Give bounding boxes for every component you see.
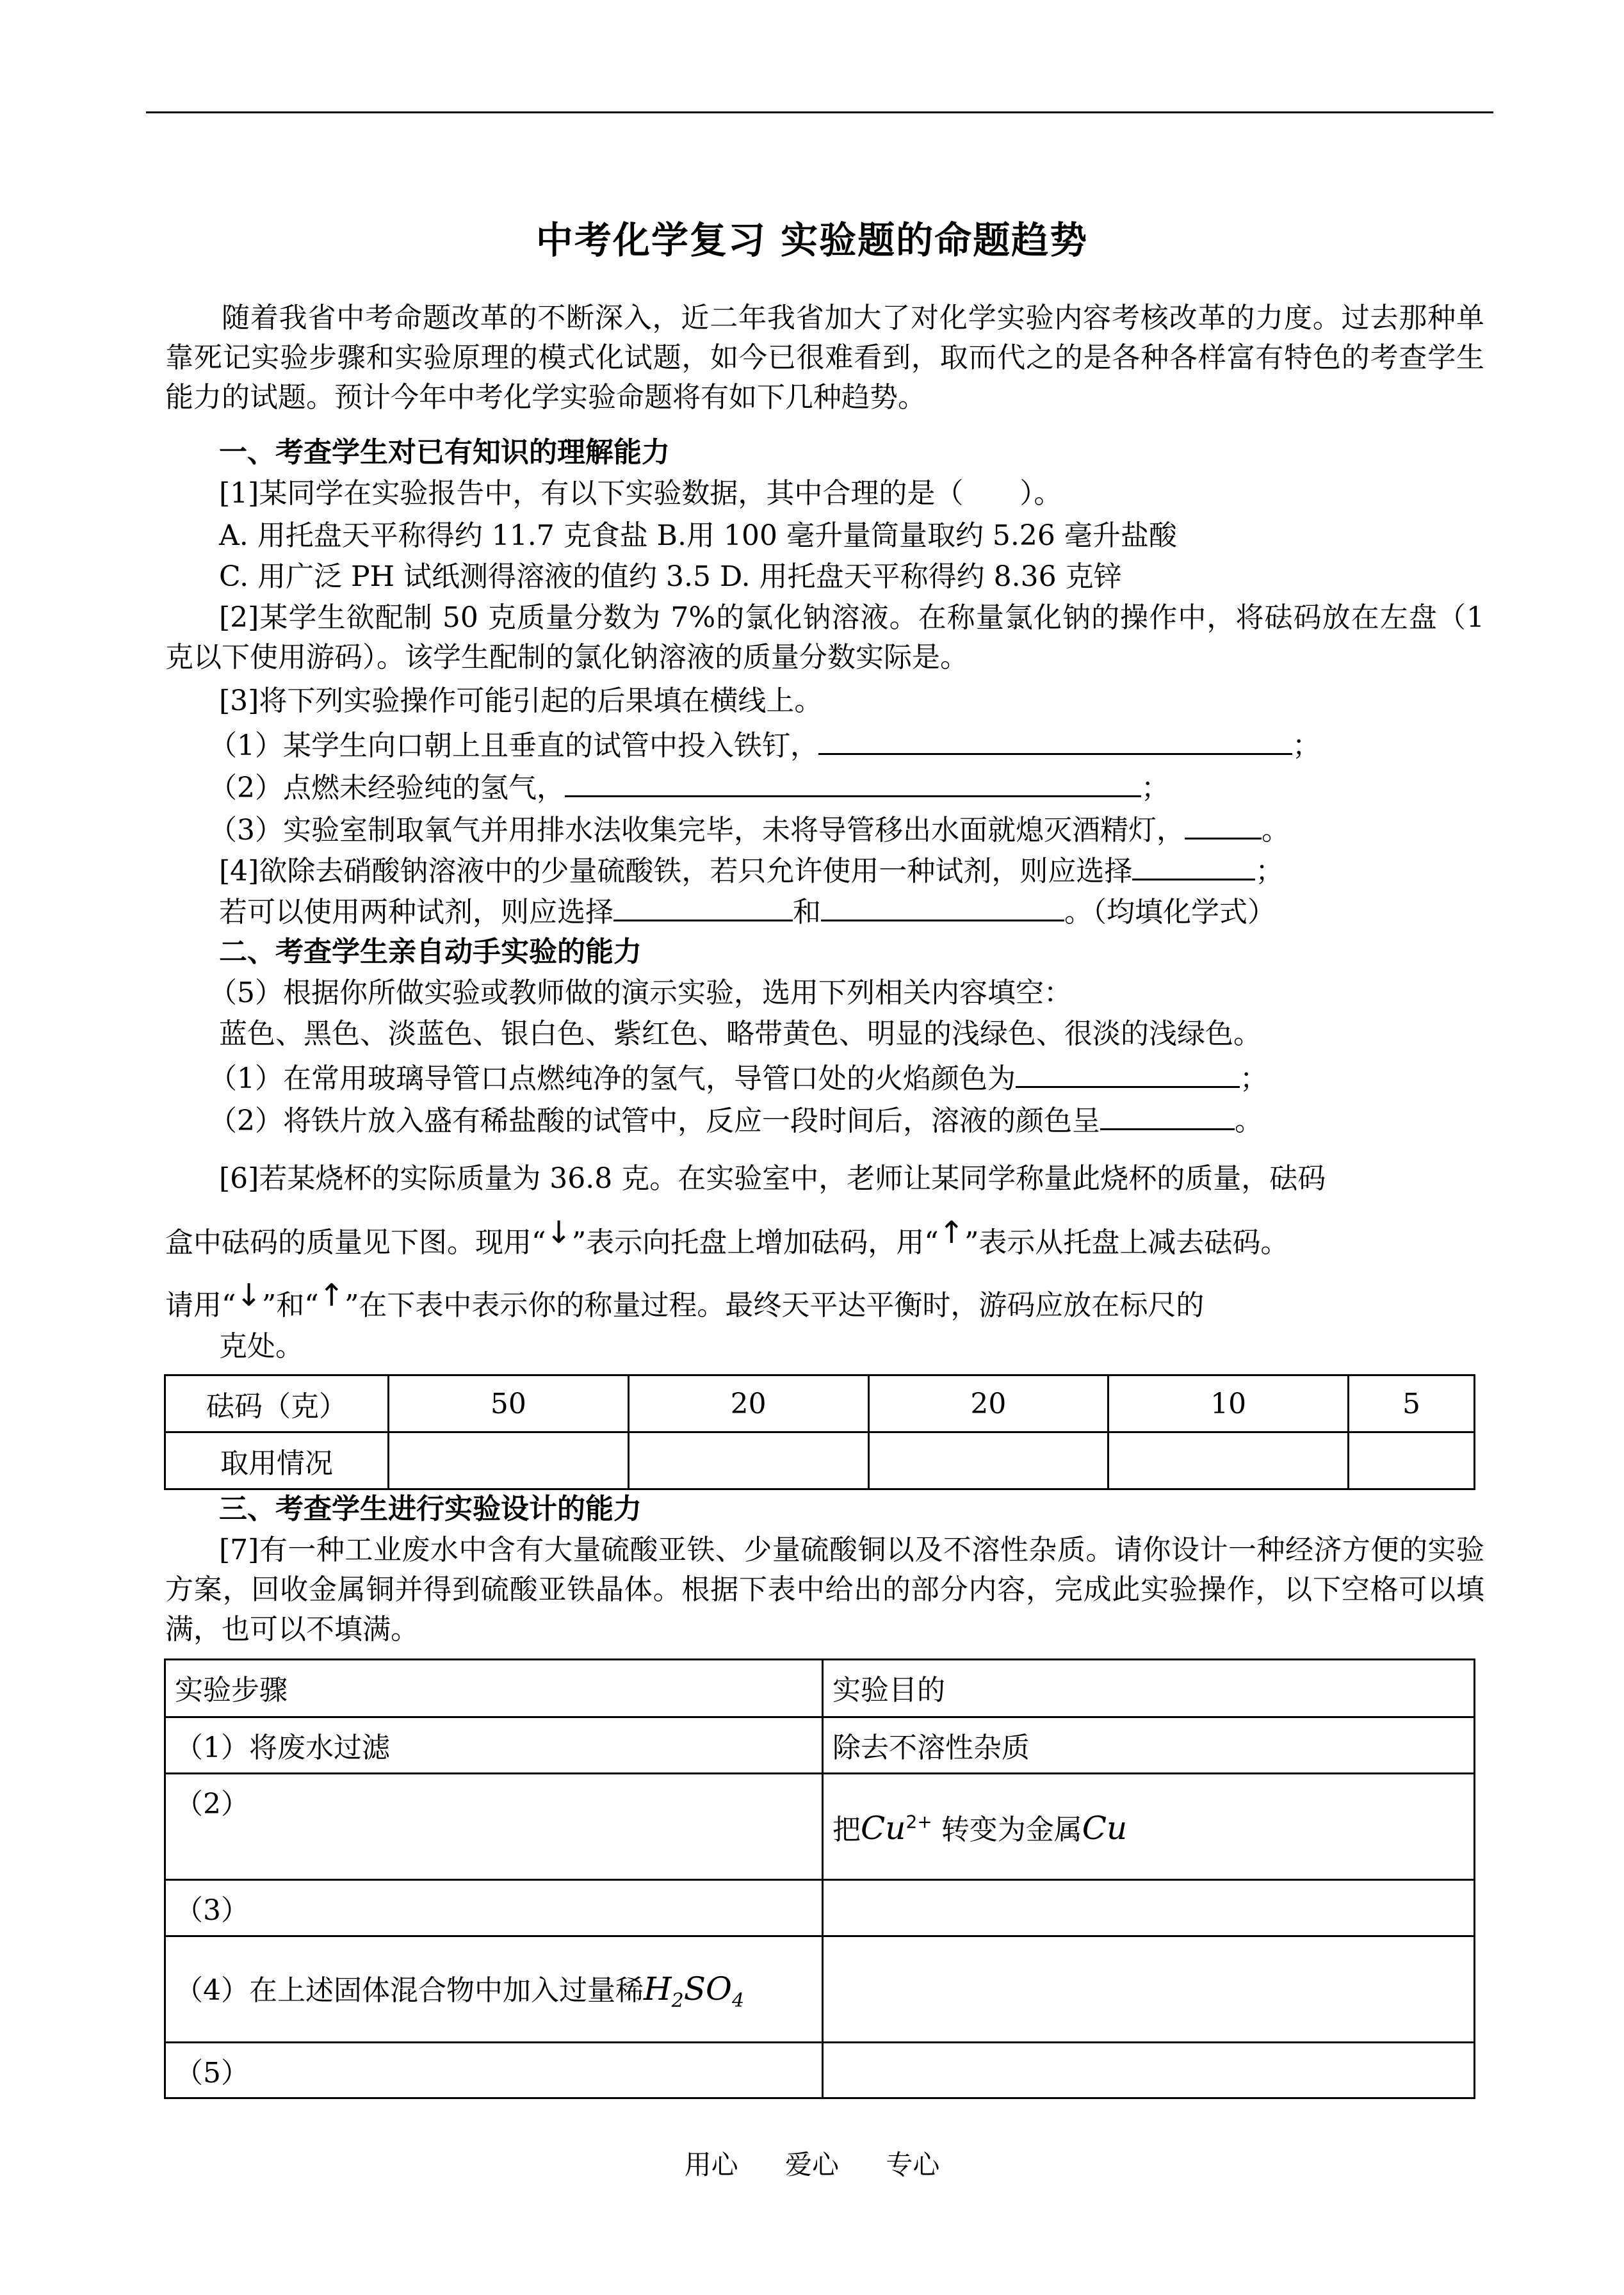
table-cell: （3） xyxy=(165,1880,823,1936)
copper-ion-formula xyxy=(861,1810,932,1847)
column-header: 实验步骤 xyxy=(165,1660,823,1717)
answer-blank[interactable] xyxy=(1016,1057,1240,1088)
table-cell: 砝码（克） xyxy=(165,1375,389,1432)
purpose-text: 把 xyxy=(832,1813,861,1846)
formula-sub-2: 2 xyxy=(671,1989,684,2012)
q6-text-f: ”在下表中表示你的称量过程。最终天平达平衡时，游码应放在标尺的 xyxy=(344,1289,1205,1322)
question-1-options-ab: A. 用托盘天平称得约 11.7 克食盐 B.用 100 毫升量筒量取约 5.26 毫升盐酸 xyxy=(219,519,1177,552)
table-cell: 50 xyxy=(389,1375,629,1432)
section3-heading: 三、考查学生进行实验设计的能力 xyxy=(219,1493,642,1525)
arrow-up-icon: ↑ xyxy=(318,1277,345,1313)
answer-blank[interactable] xyxy=(1132,849,1255,880)
semicolon: ； xyxy=(1292,729,1320,762)
page-title: 中考化学复习 实验题的命题趋势 xyxy=(535,218,1089,262)
answer-cell[interactable] xyxy=(1108,1432,1349,1489)
intro-paragraph: 随着我省中考命题改革的不断深入，近二年我省加大了对化学实验内容考核改革的力度。过去那种单靠死记实验步骤和实验原理的模式化试题，如今已很难看到，取而代之的是各种各样富有特色的考查学生能力的试题。预计今年中考化学实验命题将有如下几种趋势。 xyxy=(165,302,1484,414)
question-6-line-3 xyxy=(165,1277,1205,1326)
question-3-item-2-text: （2）点燃未经验纯的氢气， xyxy=(209,772,565,804)
sulfuric-acid-formula xyxy=(644,1970,745,2012)
question-4-line-1 xyxy=(219,849,1283,891)
table-row xyxy=(165,1432,1475,1489)
table-cell xyxy=(823,1774,1475,1880)
answer-blank[interactable] xyxy=(1185,808,1262,839)
question-5-item-2-text: （2）将铁片放入盛有稀盐酸的试管中，反应一段时间后，溶液的颜色呈 xyxy=(209,1105,1100,1137)
question-5-item-1-text: （1）在常用玻璃导管口点燃纯净的氢气，导管口处的火焰颜色为 xyxy=(209,1062,1016,1095)
question-5-item-2 xyxy=(209,1099,1263,1141)
weights-table xyxy=(164,1374,1475,1490)
question-7: [7]有一种工业废水中含有大量硫酸亚铁、少量硫酸铜以及不溶性杂质。请你设计一种经济方便的实验方案，回收金属铜并得到硫酸亚铁晶体。根据下表中给出的部分内容，完成此实验操作，以下空格可以填满，也可以不填满。 xyxy=(165,1534,1484,1646)
ion-symbol: Cu xyxy=(861,1809,906,1847)
q6-text-e: ”和“ xyxy=(261,1289,319,1322)
table-cell: （5） xyxy=(165,2043,823,2098)
table-row xyxy=(165,1717,1475,1774)
question-4-tail: 。（均填化学式） xyxy=(1064,896,1276,929)
step-text: （4）在上述固体混合物中加入过量稀 xyxy=(175,1974,644,2007)
answer-blank[interactable] xyxy=(1100,1099,1235,1130)
semicolon: ； xyxy=(1255,855,1284,888)
column-header: 实验目的 xyxy=(823,1660,1475,1717)
purpose-text: 转变为金属 xyxy=(941,1813,1082,1846)
answer-cell[interactable] xyxy=(1349,1432,1475,1489)
formula-so: SO xyxy=(683,1970,732,2007)
question-6-line-4: 克处。 xyxy=(219,1330,304,1363)
question-3-item-3 xyxy=(209,808,1290,850)
answer-cell[interactable] xyxy=(823,1936,1475,2043)
table-row xyxy=(165,1375,1475,1432)
q6-text-a: 盒中砝码的质量见下图。现用“ xyxy=(165,1226,546,1259)
section2-heading: 二、考查学生亲自动手实验的能力 xyxy=(219,936,642,968)
q6-text-d: 请用“ xyxy=(165,1289,236,1322)
table-cell: 10 xyxy=(1108,1375,1349,1432)
table-row xyxy=(165,1936,1475,2043)
answer-blank[interactable] xyxy=(818,724,1292,755)
question-4-text-2: 若可以使用两种试剂，则应选择 xyxy=(219,896,613,929)
formula-sub-4: 4 xyxy=(731,1989,745,2012)
question-3-item-1 xyxy=(209,724,1320,766)
experiment-steps-table xyxy=(164,1658,1475,2099)
arrow-down-icon: ↓ xyxy=(236,1277,262,1313)
answer-cell[interactable] xyxy=(389,1432,629,1489)
question-1-options-cd: C. 用广泛 PH 试纸测得溶液的值约 3.5 D. 用托盘天平称得约 8.36 克锌 xyxy=(219,560,1122,593)
answer-blank[interactable] xyxy=(565,766,1141,797)
period: 。 xyxy=(1262,814,1290,847)
table-row xyxy=(165,1774,1475,1880)
ion-charge: 2+ xyxy=(905,1810,932,1832)
answer-cell[interactable] xyxy=(823,2043,1475,2098)
question-3: [3]将下列实验操作可能引起的后果填在横线上。 xyxy=(219,685,823,717)
question-4-text: [4]欲除去硝酸钠溶液中的少量硫酸铁，若只允许使用一种试剂，则应选择 xyxy=(219,855,1133,888)
question-6-line-1: [6]若某烧杯的实际质量为 36.8 克。在实验室中，老师让某同学称量此烧杯的质量，砝码 xyxy=(219,1162,1326,1195)
answer-blank[interactable] xyxy=(821,890,1064,921)
section1-heading: 一、考查学生对已有知识的理解能力 xyxy=(219,436,670,469)
question-3-item-2 xyxy=(209,766,1169,808)
q6-text-b: ”表示向托盘上增加砝码，用“ xyxy=(571,1226,939,1259)
table-row xyxy=(165,1660,1475,1717)
table-cell: （1）将废水过滤 xyxy=(165,1717,823,1774)
table-row xyxy=(165,2043,1475,2098)
table-cell xyxy=(165,1936,823,2043)
semicolon: ； xyxy=(1240,1062,1268,1095)
q6-text-c: ”表示从托盘上减去砝码。 xyxy=(964,1226,1289,1259)
table-cell: 除去不溶性杂质 xyxy=(823,1717,1475,1774)
formula-h: H xyxy=(644,1970,672,2007)
conjunction-text: 和 xyxy=(793,896,821,929)
table-row xyxy=(165,1880,1475,1936)
question-1: [1]某同学在实验报告中，有以下实验数据，其中合理的是（ ）。 xyxy=(219,477,1062,510)
answer-cell[interactable] xyxy=(628,1432,868,1489)
answer-cell[interactable] xyxy=(823,1880,1475,1936)
question-3-item-1-text: （1）某学生向口朝上且垂直的试管中投入铁钉， xyxy=(209,729,818,762)
question-4-line-2 xyxy=(219,890,1276,932)
arrow-down-icon: ↓ xyxy=(546,1215,572,1251)
semicolon: ； xyxy=(1141,772,1169,804)
copper-metal-formula: Cu xyxy=(1082,1809,1128,1847)
period: 。 xyxy=(1235,1105,1263,1137)
page-footer: 用心 爱心 专心 xyxy=(684,2149,940,2180)
table-cell: 5 xyxy=(1349,1375,1475,1432)
arrow-up-icon: ↑ xyxy=(938,1215,964,1251)
question-6-line-2 xyxy=(165,1215,1289,1263)
question-5: （5）根据你所做实验或教师做的演示实验，选用下列相关内容填空： xyxy=(209,977,1072,1009)
question-3-item-3-text: （3）实验室制取氧气并用排水法收集完毕，未将导管移出水面就熄灭酒精灯， xyxy=(209,814,1185,847)
table-cell: 20 xyxy=(628,1375,868,1432)
table-cell: （2） xyxy=(165,1774,823,1880)
color-options: 蓝色、黑色、淡蓝色、银白色、紫红色、略带黄色、明显的浅绿色、很淡的浅绿色。 xyxy=(219,1018,1262,1050)
answer-blank[interactable] xyxy=(613,890,793,921)
table-cell: 取用情况 xyxy=(165,1432,389,1489)
table-cell: 20 xyxy=(868,1375,1108,1432)
answer-cell[interactable] xyxy=(868,1432,1108,1489)
question-5-item-1 xyxy=(209,1057,1268,1099)
question-2: [2]某学生欲配制 50 克质量分数为 7%的氯化钠溶液。在称量氯化钠的操作中，将砝码放在左盘（1 克以下使用游码）。该学生配制的氯化钠溶液的质量分数实际是。 xyxy=(165,601,1484,674)
header-rule xyxy=(146,111,1493,113)
